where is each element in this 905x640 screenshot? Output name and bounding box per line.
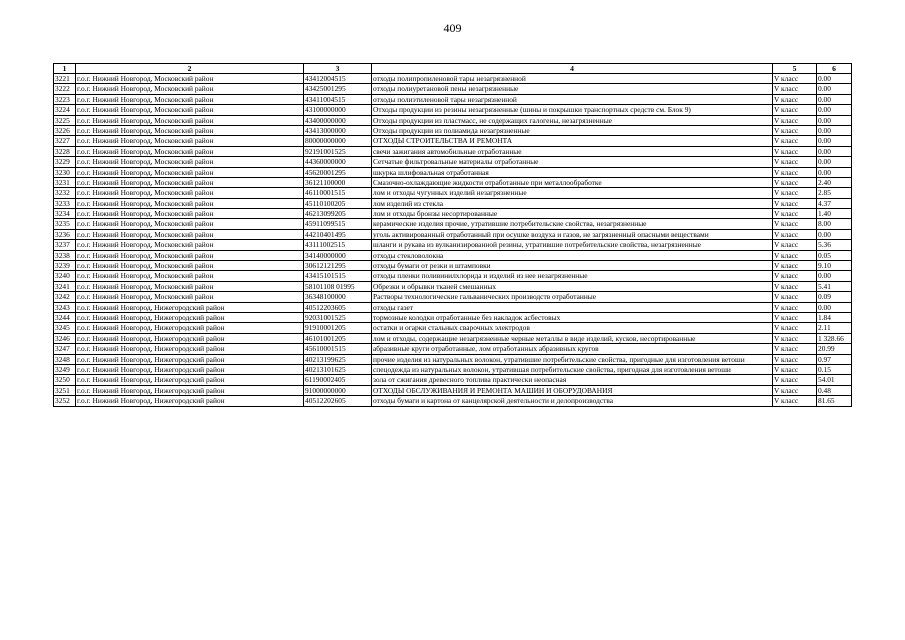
- column-header-1: 1: [54, 64, 76, 74]
- row-number: 3247: [54, 344, 76, 354]
- row-address: г.о.г. Нижний Новгород, Нижегородский район: [76, 323, 304, 333]
- column-header-5: 5: [773, 64, 817, 74]
- table-header-row: [54, 64, 852, 74]
- row-amount: 2.11: [817, 323, 852, 333]
- row-address: г.о.г. Нижний Новгород, Московский район: [76, 281, 304, 291]
- row-number: 3250: [54, 375, 76, 385]
- waste-registry-table: [53, 63, 852, 407]
- row-amount: 0.48: [817, 385, 852, 395]
- row-number: 3228: [54, 146, 76, 156]
- table-row: [54, 271, 852, 281]
- row-amount: 1.84: [817, 312, 852, 322]
- row-amount: 0.05: [817, 250, 852, 260]
- row-waste-name: остатки и огарки стальных сварочных электродов: [372, 323, 773, 333]
- row-amount: 20.99: [817, 344, 852, 354]
- row-waste-name: отходы полиэтиленовой тары незагрязненной: [372, 94, 773, 104]
- table-row: [54, 364, 852, 374]
- row-address: г.о.г. Нижний Новгород, Нижегородский район: [76, 375, 304, 385]
- row-hazard-class: V класс: [773, 354, 817, 364]
- table-row: [54, 94, 852, 104]
- table-row: [54, 292, 852, 302]
- row-waste-name: свечи зажигания автомобильные отработанные: [372, 146, 773, 156]
- row-number: 3226: [54, 125, 76, 135]
- row-fkko-code: 46101001205: [304, 333, 372, 343]
- row-number: 3243: [54, 302, 76, 312]
- row-number: 3230: [54, 167, 76, 177]
- row-hazard-class: V класс: [773, 209, 817, 219]
- row-waste-name: лом и отходы чугунных изделий незагрязненные: [372, 188, 773, 198]
- column-header-6: 6: [817, 64, 852, 74]
- table-row: [54, 396, 852, 406]
- row-amount: 0.15: [817, 364, 852, 374]
- row-address: г.о.г. Нижний Новгород, Московский район: [76, 271, 304, 281]
- row-waste-name: шкурка шлифовальная отработанная: [372, 167, 773, 177]
- row-number: 3221: [54, 74, 76, 84]
- table-row: [54, 354, 852, 364]
- row-address: г.о.г. Нижний Новгород, Нижегородский район: [76, 333, 304, 343]
- row-number: 3234: [54, 209, 76, 219]
- row-hazard-class: V класс: [773, 250, 817, 260]
- row-address: г.о.г. Нижний Новгород, Московский район: [76, 177, 304, 187]
- row-number: 3249: [54, 364, 76, 374]
- table-row: [54, 146, 852, 156]
- table-row: [54, 209, 852, 219]
- row-number: 3245: [54, 323, 76, 333]
- row-fkko-code: 45110100205: [304, 198, 372, 208]
- row-address: г.о.г. Нижний Новгород, Московский район: [76, 105, 304, 115]
- row-number: 3223: [54, 94, 76, 104]
- row-amount: 0.00: [817, 74, 852, 84]
- row-address: г.о.г. Нижний Новгород, Нижегородский район: [76, 354, 304, 364]
- row-hazard-class: V класс: [773, 344, 817, 354]
- row-address: г.о.г. Нижний Новгород, Московский район: [76, 292, 304, 302]
- row-hazard-class: V класс: [773, 364, 817, 374]
- row-amount: 4.37: [817, 198, 852, 208]
- row-fkko-code: 58101108 01995: [304, 281, 372, 291]
- row-waste-name: лом и отходы бронзы несортированные: [372, 209, 773, 219]
- row-hazard-class: V класс: [773, 188, 817, 198]
- row-waste-name: абразивные круги отработанные, лом отработанных абразивных кругов: [372, 344, 773, 354]
- row-number: 3232: [54, 188, 76, 198]
- row-fkko-code: 40512203605: [304, 302, 372, 312]
- row-address: г.о.г. Нижний Новгород, Московский район: [76, 198, 304, 208]
- row-amount: 8.00: [817, 219, 852, 229]
- row-amount: 0.97: [817, 354, 852, 364]
- row-address: г.о.г. Нижний Новгород, Нижегородский район: [76, 344, 304, 354]
- row-waste-name: Отходы продукции из полиамида незагрязненные: [372, 125, 773, 135]
- row-number: 3239: [54, 261, 76, 271]
- row-hazard-class: V класс: [773, 146, 817, 156]
- row-address: г.о.г. Нижний Новгород, Московский район: [76, 115, 304, 125]
- row-waste-name: лом и отходы, содержащие незагрязненные черные металлы в виде изделий, кусков, несортированные: [372, 333, 773, 343]
- table-row: [54, 167, 852, 177]
- row-number: 3252: [54, 396, 76, 406]
- row-waste-name: прочие изделия из натуральных волокон, утратившие потребительские свойства, пригодные для изготовления ветоши: [372, 354, 773, 364]
- row-address: г.о.г. Нижний Новгород, Нижегородский район: [76, 396, 304, 406]
- row-amount: 0.00: [817, 136, 852, 146]
- table-row: [54, 188, 852, 198]
- row-amount: 0.09: [817, 292, 852, 302]
- row-waste-name: отходы пленки поливинилхлорида и изделий из нее незагрязненные: [372, 271, 773, 281]
- row-address: г.о.г. Нижний Новгород, Нижегородский район: [76, 312, 304, 322]
- row-number: 3229: [54, 157, 76, 167]
- row-fkko-code: 45620001295: [304, 167, 372, 177]
- table-row: [54, 198, 852, 208]
- table-row: [54, 84, 852, 94]
- row-number: 3241: [54, 281, 76, 291]
- row-fkko-code: 43425001295: [304, 84, 372, 94]
- table-row: [54, 385, 852, 395]
- row-hazard-class: V класс: [773, 177, 817, 187]
- row-address: г.о.г. Нижний Новгород, Нижегородский район: [76, 302, 304, 312]
- row-address: г.о.г. Нижний Новгород, Московский район: [76, 167, 304, 177]
- row-hazard-class: V класс: [773, 229, 817, 239]
- row-fkko-code: 40213199625: [304, 354, 372, 364]
- row-amount: 5.41: [817, 281, 852, 291]
- table-row: [54, 115, 852, 125]
- row-waste-name: спецодежда из натуральных волокон, утратившая потребительские свойства, пригодная для изготовления ветоши: [372, 364, 773, 374]
- row-amount: 81.65: [817, 396, 852, 406]
- row-waste-name: шланги и рукава из вулканизированной резины, утратившие потребительские свойства, незагрязненные: [372, 240, 773, 250]
- row-fkko-code: 43413000000: [304, 125, 372, 135]
- row-fkko-code: 43412004515: [304, 74, 372, 84]
- row-waste-name: отходы стекловолокна: [372, 250, 773, 260]
- column-header-2: 2: [76, 64, 304, 74]
- row-fkko-code: 34140000000: [304, 250, 372, 260]
- row-address: г.о.г. Нижний Новгород, Московский район: [76, 74, 304, 84]
- row-number: 3240: [54, 271, 76, 281]
- row-amount: 0.00: [817, 84, 852, 94]
- row-waste-name: зола от сжигания древесного топлива практически неопасная: [372, 375, 773, 385]
- row-hazard-class: V класс: [773, 105, 817, 115]
- row-address: г.о.г. Нижний Новгород, Московский район: [76, 84, 304, 94]
- row-number: 3242: [54, 292, 76, 302]
- table-row: [54, 105, 852, 115]
- table-row: [54, 375, 852, 385]
- row-hazard-class: V класс: [773, 219, 817, 229]
- row-number: 3237: [54, 240, 76, 250]
- row-hazard-class: V класс: [773, 240, 817, 250]
- row-hazard-class: V класс: [773, 375, 817, 385]
- row-number: 3236: [54, 229, 76, 239]
- row-number: 3227: [54, 136, 76, 146]
- row-amount: 0.00: [817, 125, 852, 135]
- row-waste-name: отходы полипропиленовой тары незагрязненной: [372, 74, 773, 84]
- row-fkko-code: 46110001515: [304, 188, 372, 198]
- row-fkko-code: 43100000000: [304, 105, 372, 115]
- row-amount: 0.00: [817, 115, 852, 125]
- row-fkko-code: 92031001525: [304, 312, 372, 322]
- table-row: [54, 240, 852, 250]
- table-row: [54, 261, 852, 271]
- row-hazard-class: V класс: [773, 125, 817, 135]
- table-row: [54, 125, 852, 135]
- row-fkko-code: 40213101625: [304, 364, 372, 374]
- table-row: [54, 333, 852, 343]
- row-address: г.о.г. Нижний Новгород, Московский район: [76, 209, 304, 219]
- row-waste-name: отходы бумаги от резки и штамповки: [372, 261, 773, 271]
- row-amount: 0.00: [817, 157, 852, 167]
- page-number: 409: [443, 21, 462, 35]
- row-address: г.о.г. Нижний Новгород, Московский район: [76, 188, 304, 198]
- row-waste-name: Отходы продукции из резины незагрязненные (шины и покрышки транспортных средств см. Блок 9): [372, 105, 773, 115]
- row-fkko-code: 43111002515: [304, 240, 372, 250]
- row-fkko-code: 43400000000: [304, 115, 372, 125]
- row-fkko-code: 46213099205: [304, 209, 372, 219]
- row-amount: 5.36: [817, 240, 852, 250]
- row-hazard-class: V класс: [773, 84, 817, 94]
- row-fkko-code: 40512202605: [304, 396, 372, 406]
- row-amount: 0.00: [817, 271, 852, 281]
- table-row: [54, 344, 852, 354]
- row-address: г.о.г. Нижний Новгород, Нижегородский район: [76, 364, 304, 374]
- row-hazard-class: V класс: [773, 115, 817, 125]
- row-number: 3225: [54, 115, 76, 125]
- row-amount: 9.10: [817, 261, 852, 271]
- row-hazard-class: V класс: [773, 302, 817, 312]
- row-fkko-code: 80000000000: [304, 136, 372, 146]
- row-hazard-class: V класс: [773, 261, 817, 271]
- table-row: [54, 74, 852, 84]
- row-address: г.о.г. Нижний Новгород, Московский район: [76, 229, 304, 239]
- row-address: г.о.г. Нижний Новгород, Московский район: [76, 261, 304, 271]
- row-waste-name: тормозные колодки отработанные без накладок асбестовых: [372, 312, 773, 322]
- table-row: [54, 157, 852, 167]
- row-fkko-code: 45610001515: [304, 344, 372, 354]
- row-number: 3246: [54, 333, 76, 343]
- row-hazard-class: V класс: [773, 312, 817, 322]
- row-waste-name: лом изделий из стекла: [372, 198, 773, 208]
- row-amount: 0.00: [817, 302, 852, 312]
- row-hazard-class: V класс: [773, 271, 817, 281]
- table-row: [54, 229, 852, 239]
- row-fkko-code: 44360000000: [304, 157, 372, 167]
- row-waste-name: уголь активированный отработанный при осушке воздуха и газов, не загрязненный опасными веществами: [372, 229, 773, 239]
- row-address: г.о.г. Нижний Новгород, Московский район: [76, 240, 304, 250]
- row-fkko-code: 61190002405: [304, 375, 372, 385]
- table-row: [54, 136, 852, 146]
- row-amount: 2.40: [817, 177, 852, 187]
- row-number: 3222: [54, 84, 76, 94]
- row-fkko-code: 45911099515: [304, 219, 372, 229]
- row-hazard-class: V класс: [773, 74, 817, 84]
- row-address: г.о.г. Нижний Новгород, Московский район: [76, 157, 304, 167]
- row-hazard-class: V класс: [773, 396, 817, 406]
- row-waste-name: отходы газет: [372, 302, 773, 312]
- row-fkko-code: 44210401495: [304, 229, 372, 239]
- row-amount: 0.00: [817, 94, 852, 104]
- row-fkko-code: 92191001525: [304, 146, 372, 156]
- row-hazard-class: V класс: [773, 157, 817, 167]
- row-waste-name: Растворы технологические гальванических производств отработанные: [372, 292, 773, 302]
- row-fkko-code: 91910001205: [304, 323, 372, 333]
- row-waste-name: Смазочно-охлаждающие жидкости отработанные при металлообработке: [372, 177, 773, 187]
- row-amount: 0.00: [817, 229, 852, 239]
- row-fkko-code: 36348100000: [304, 292, 372, 302]
- row-amount: 0.00: [817, 167, 852, 177]
- table-row: [54, 281, 852, 291]
- row-waste-name: ОТХОДЫ СТРОИТЕЛЬСТВА И РЕМОНТА: [372, 136, 773, 146]
- row-fkko-code: 91000000000: [304, 385, 372, 395]
- row-hazard-class: V класс: [773, 385, 817, 395]
- row-hazard-class: V класс: [773, 292, 817, 302]
- row-amount: 0.00: [817, 105, 852, 115]
- row-address: г.о.г. Нижний Новгород, Московский район: [76, 136, 304, 146]
- row-waste-name: керамические изделия прочие, утратившие потребительские свойства, незагрязненные: [372, 219, 773, 229]
- row-address: г.о.г. Нижний Новгород, Московский район: [76, 146, 304, 156]
- row-hazard-class: V класс: [773, 167, 817, 177]
- row-waste-name: ОТХОДЫ ОБСЛУЖИВАНИЯ И РЕМОНТА МАШИН И ОБОРУДОВАНИЯ: [372, 385, 773, 395]
- row-waste-name: Отходы продукции из пластмасс, не содержащих галогены, незагрязненные: [372, 115, 773, 125]
- column-header-3: 3: [304, 64, 372, 74]
- row-amount: 1.40: [817, 209, 852, 219]
- table-row: [54, 323, 852, 333]
- row-fkko-code: 43411004515: [304, 94, 372, 104]
- row-hazard-class: V класс: [773, 281, 817, 291]
- row-waste-name: Сетчатые фильтровальные материалы отработанные: [372, 157, 773, 167]
- row-amount: 54.01: [817, 375, 852, 385]
- row-number: 3224: [54, 105, 76, 115]
- row-amount: 1 328.66: [817, 333, 852, 343]
- row-amount: 0.00: [817, 146, 852, 156]
- row-address: г.о.г. Нижний Новгород, Нижегородский район: [76, 385, 304, 395]
- row-fkko-code: 43415101515: [304, 271, 372, 281]
- row-number: 3244: [54, 312, 76, 322]
- row-number: 3238: [54, 250, 76, 260]
- row-address: г.о.г. Нижний Новгород, Московский район: [76, 250, 304, 260]
- table-row: [54, 177, 852, 187]
- row-address: г.о.г. Нижний Новгород, Московский район: [76, 94, 304, 104]
- row-hazard-class: V класс: [773, 136, 817, 146]
- row-waste-name: отходы полиуретановой пены незагрязненные: [372, 84, 773, 94]
- row-number: 3235: [54, 219, 76, 229]
- column-header-4: 4: [372, 64, 773, 74]
- table-row: [54, 312, 852, 322]
- row-address: г.о.г. Нижний Новгород, Московский район: [76, 125, 304, 135]
- row-number: 3248: [54, 354, 76, 364]
- table-row: [54, 302, 852, 312]
- row-number: 3231: [54, 177, 76, 187]
- row-hazard-class: V класс: [773, 94, 817, 104]
- row-fkko-code: 36121100000: [304, 177, 372, 187]
- row-hazard-class: V класс: [773, 333, 817, 343]
- row-hazard-class: V класс: [773, 198, 817, 208]
- row-number: 3251: [54, 385, 76, 395]
- row-hazard-class: V класс: [773, 323, 817, 333]
- table-row: [54, 250, 852, 260]
- row-amount: 2.85: [817, 188, 852, 198]
- row-waste-name: Обрезки и обрывки тканей смешанных: [372, 281, 773, 291]
- row-fkko-code: 30612121295: [304, 261, 372, 271]
- row-address: г.о.г. Нижний Новгород, Московский район: [76, 219, 304, 229]
- row-number: 3233: [54, 198, 76, 208]
- row-waste-name: отходы бумаги и картона от канцелярской деятельности и делопроизводства: [372, 396, 773, 406]
- table-body: [54, 74, 852, 407]
- table-row: [54, 219, 852, 229]
